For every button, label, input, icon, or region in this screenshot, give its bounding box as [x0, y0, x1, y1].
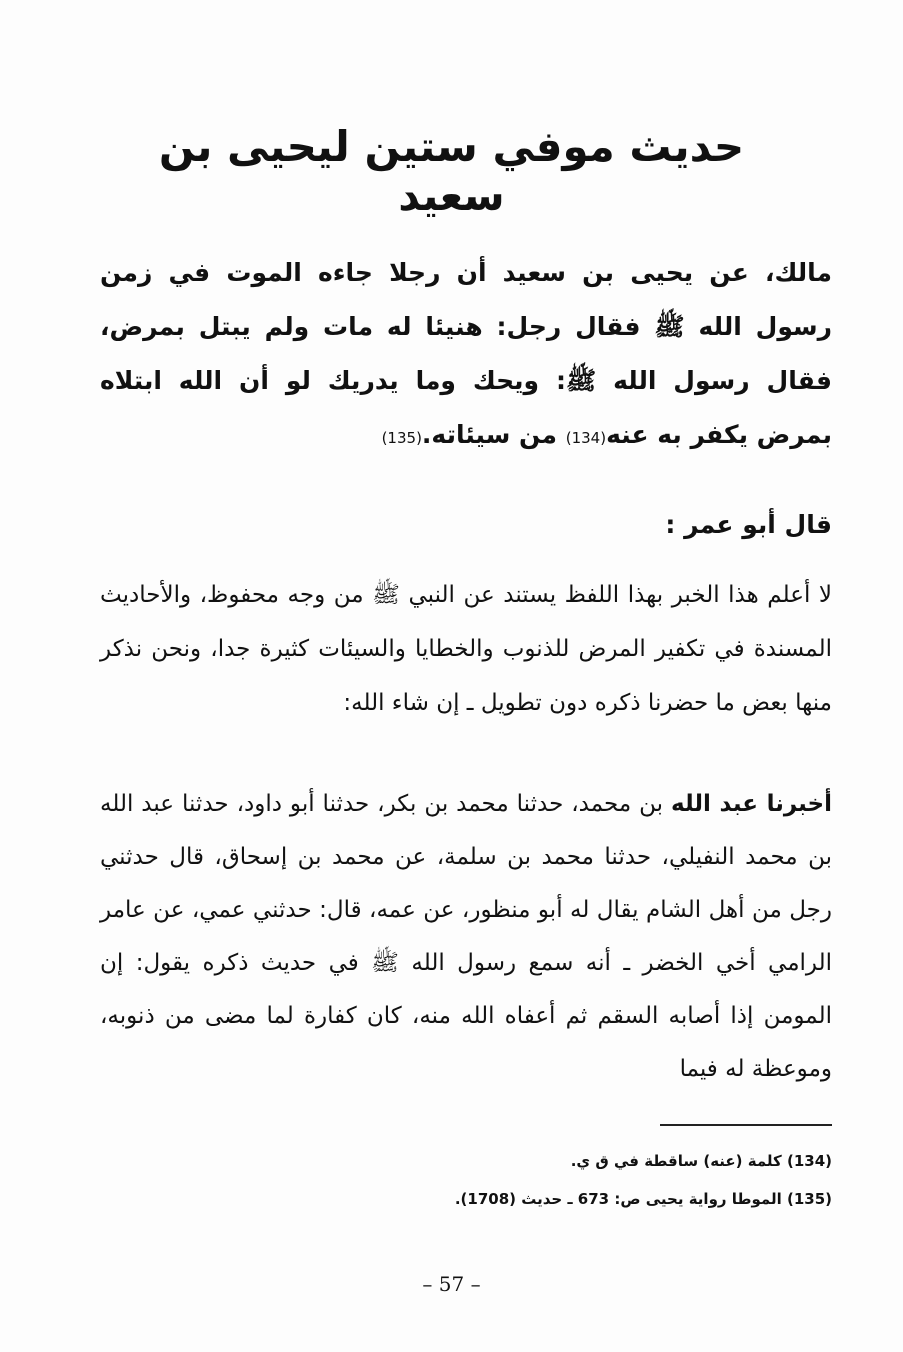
isnad-text: بن محمد، حدثنا محمد بن بكر، حدثنا أبو داود، حدثنا عبد الله بن محمد النفيلي، حدثنا محمد بن سلمة، عن محمد بن إسحاق، قال حدثني رجل من أهل الشام يقال له أبو منظور، عن عمه، قال: حدثني عمي، عن عامر الرامي أخي الخضر ـ أنه سمع رسول الله ﷺ في حديث ذكره يقول: إن المومن إذا أصابه السقم ثم أعفاه الله منه، كان كفارة لما مضى من ذنوبه، وموعظة له فيما	[100, 791, 832, 1082]
footnote-134: (134) كلمة (عنه) ساقطة في ق ي.	[570, 1152, 832, 1170]
hadith-text: مالك، عن يحيى بن سعيد أن رجلا جاءه الموت في زمن رسول الله ﷺ فقال رجل: هنيئا له مات ولم يبتل بمرض، فقال رسول الله ﷺ: ويحك وما يدريك لو أن الله ابتلاه بمرض يكفر به عنه	[100, 258, 832, 449]
footnote-ref-134: (134)	[565, 429, 607, 447]
footnotes	[100, 1142, 832, 1218]
footnote-135: (135) الموطا رواية يحيى ص: 673 ـ حديث (1708).	[454, 1190, 832, 1208]
page-title: حديث موفي ستين ليحيى بن سعيد	[158, 122, 745, 220]
hadith-tail: من سيئاته.	[421, 420, 566, 449]
isnad-paragraph	[100, 778, 832, 1096]
section-heading: قال أبو عمر :	[665, 510, 832, 539]
footnote-divider	[660, 1124, 832, 1126]
footnote-ref-135: (135)	[381, 429, 422, 447]
page-number: – 57 –	[422, 1272, 481, 1296]
isnad-lead: أخبرنا عبد الله	[671, 791, 832, 817]
hadith-paragraph	[100, 246, 832, 465]
commentary-paragraph: لا أعلم هذا الخبر بهذا اللفظ يستند عن النبي ﷺ من وجه محفوظ، والأحاديث المسندة في تكفير المرض للذنوب والخطايا والسيئات كثيرة جدا، ونحن نذكر منها بعض ما حضرنا ذكره دون تطويل ـ إن شاء الله:	[100, 582, 832, 716]
